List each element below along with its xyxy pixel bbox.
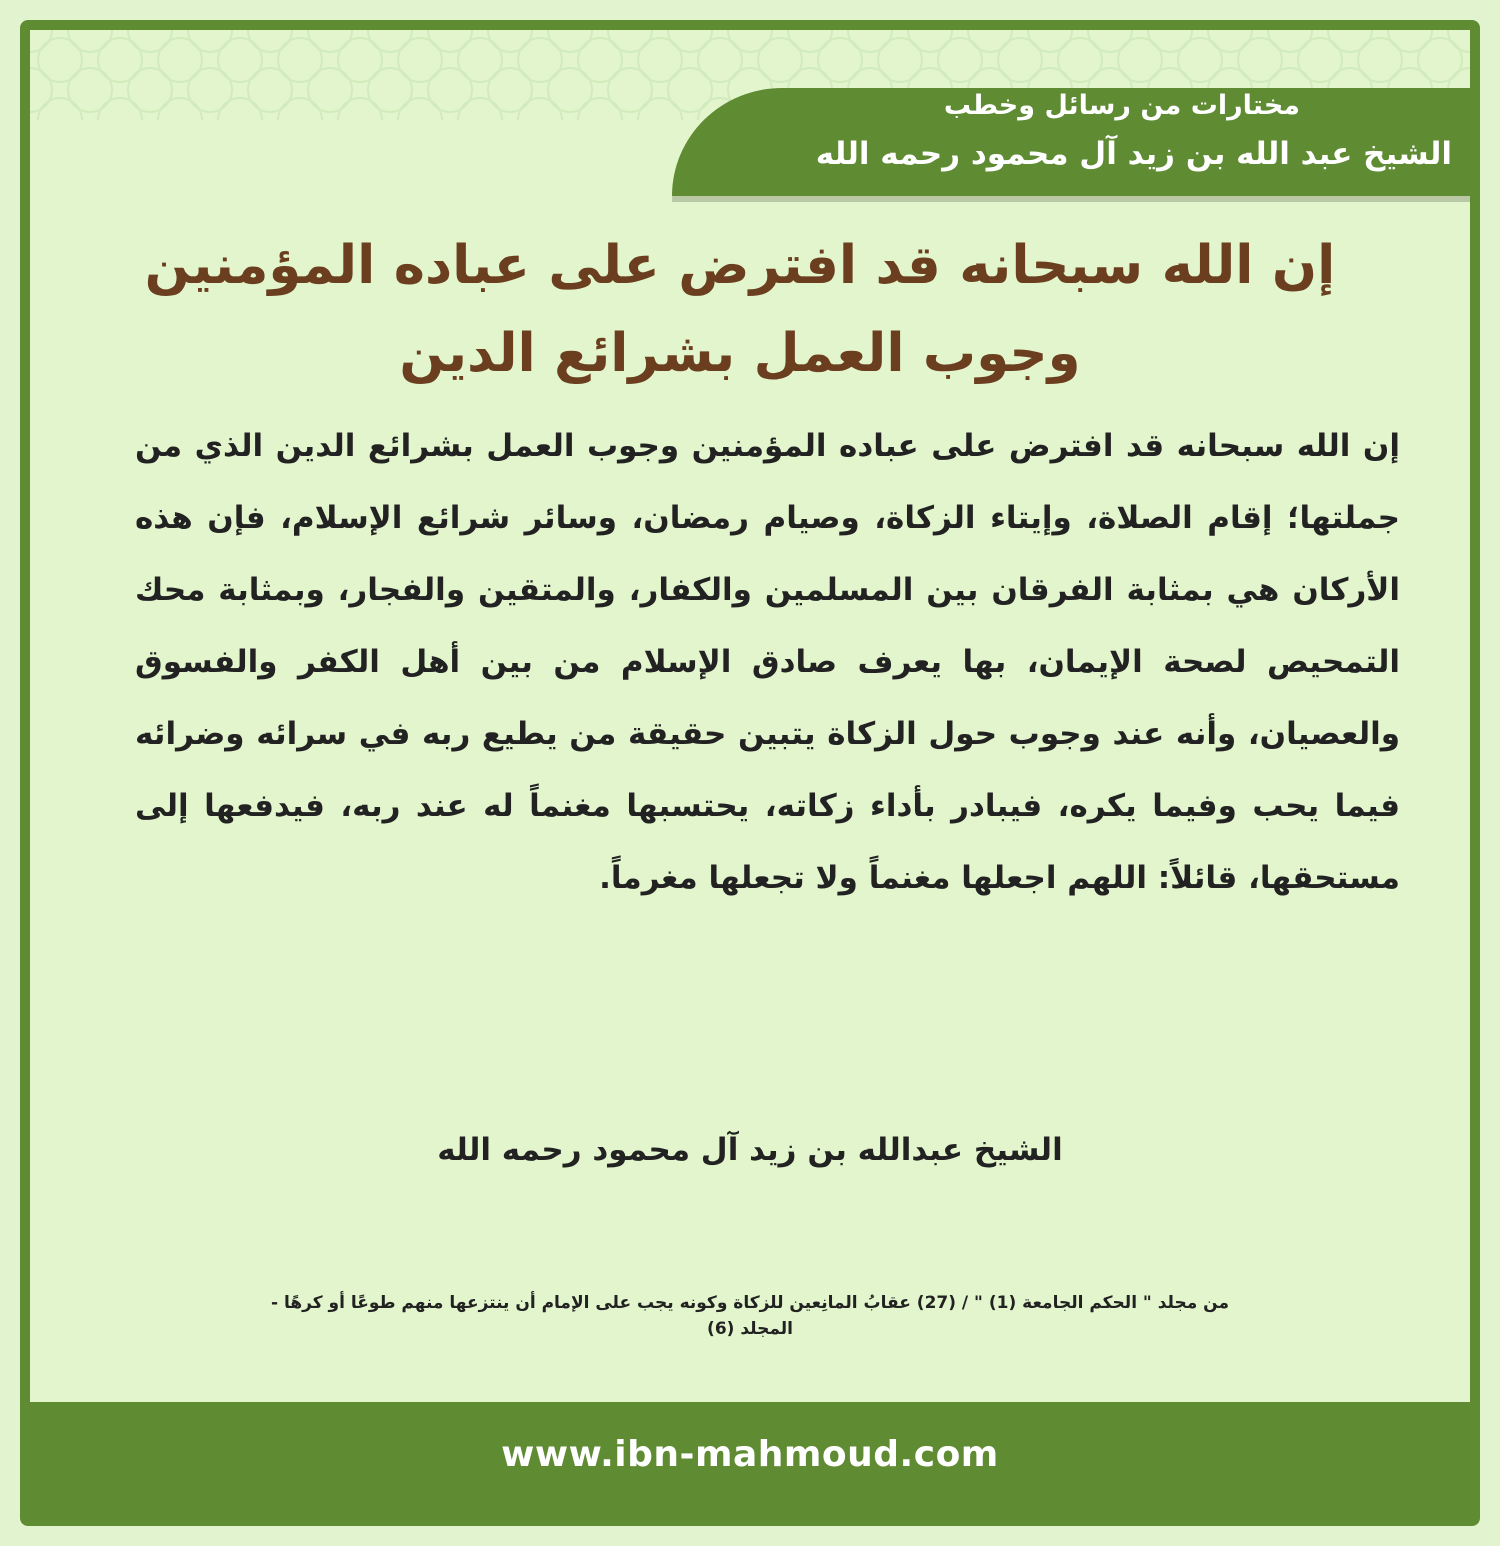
author-signature: الشيخ عبدالله بن زيد آل محمود رحمه الله [437,1132,1063,1168]
source-citation [120,1290,1380,1342]
header-series-title: مختارات من رسائل وخطب [943,90,1300,121]
website-link[interactable]: www.ibn-mahmoud.com [501,1434,999,1475]
header-author: الشيخ عبد الله بن زيد آل محمود رحمه الله [815,136,1452,172]
title-line-1: إن الله سبحانه قد افترض على عباده المؤمنين [144,235,1336,296]
article-body: إن الله سبحانه قد افترض على عباده المؤمنين وجوب العمل بشرائع الدين الذي من جملتها؛ إقام الصلاة، وإيتاء الزكاة، وصيام رمضان، وسائر شرائع الإسلام، فإن هذه الأركان هي بمثابة الفرقان بين المسلمين والكفار، والمتقين والفجار، وبمثابة محك التمحيص لصحة الإيمان، بها يعرف صادق الإسلام من بين أهل الكفر والفسوق والعصيان، وأنه عند وجوب حول الزكاة يتبين حقيقة من يطيع ربه في سرائه وضرائه فيما يحب وفيما يكره، فيبادر بأداء زكاته، يحتسبها مغنماً له عند ربه، فيدفعها إلى مستحقها، قائلاً: اللهم اجعلها مغنماً ولا تجعلها مغرماً. [135,428,1400,896]
title-line-2: وجوب العمل بشرائع الدين [399,323,1081,384]
source-line-2: المجلد (6) [707,1319,793,1339]
article-title [80,222,1400,398]
source-line-1: من مجلد " الحكم الجامعة (1) " / (27) عقابُ المانِعين للزكاة وكونه يجب على الإمام أن ينتزعها منهم طوعًا أو كرهًا - [271,1293,1229,1313]
header-banner [672,88,1470,196]
